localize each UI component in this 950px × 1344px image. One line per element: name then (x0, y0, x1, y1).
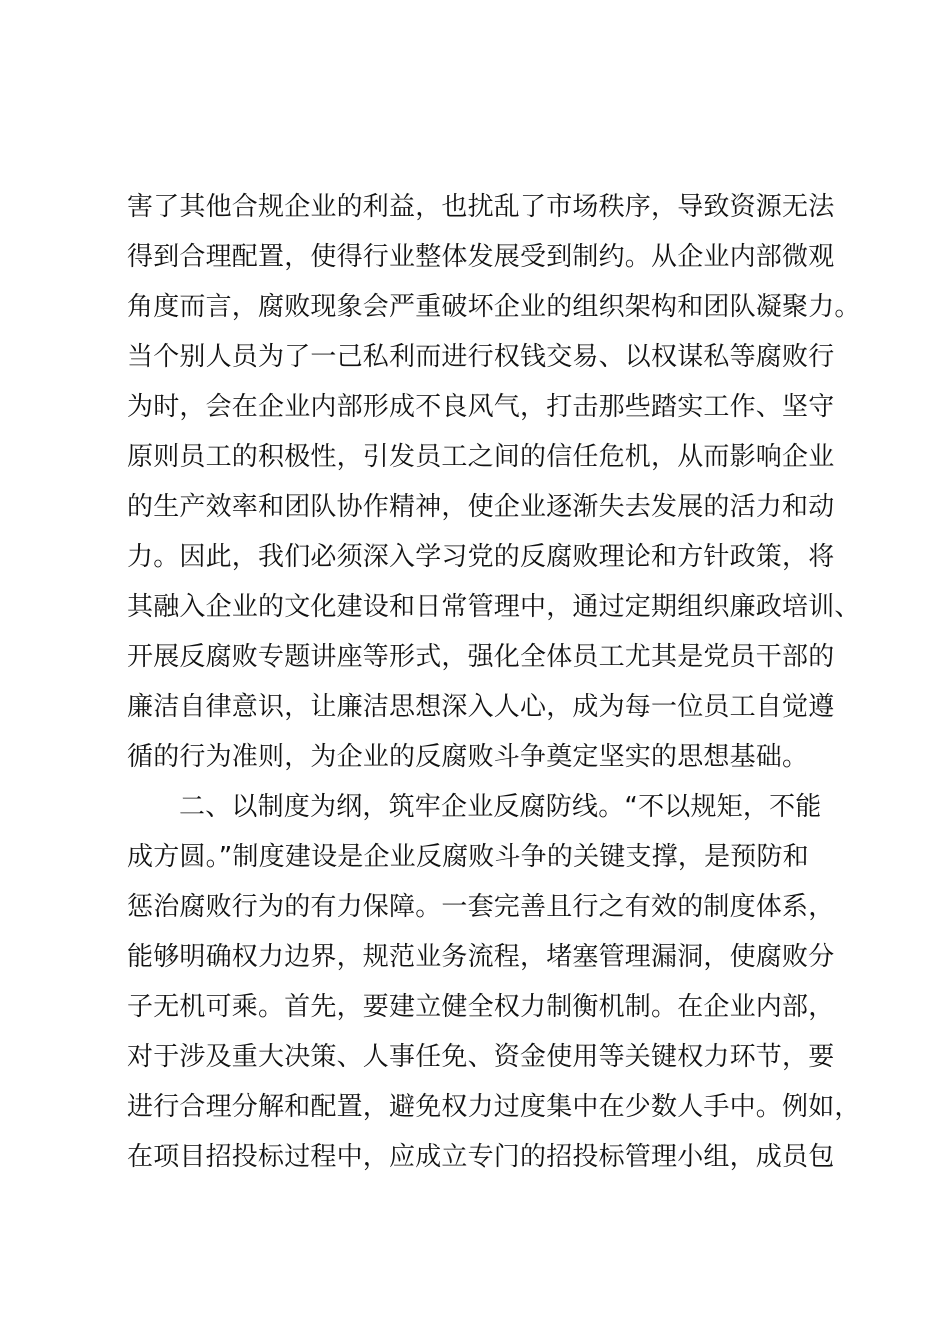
text-line: 原则员工的积极性，引发员工之间的信任危机，从而影响企业 (127, 442, 835, 472)
text-line: 为时，会在企业内部形成不良风气，打击那些踏实工作、坚守 (127, 392, 835, 422)
text-line: 当个别人员为了一己私利而进行权钱交易、以权谋私等腐败行 (127, 342, 835, 372)
text-line: 廉洁自律意识，让廉洁思想深入人心，成为每一位员工自觉遵 (127, 692, 835, 722)
document-body (127, 182, 867, 1182)
text-line: 开展反腐败专题讲座等形式，强化全体员工尤其是党员干部的 (127, 642, 835, 672)
text-line: 力。因此，我们必须深入学习党的反腐败理论和方针政策，将 (127, 542, 835, 572)
text-line: 害了其他合规企业的利益，也扰乱了市场秩序，导致资源无法 (127, 192, 835, 222)
text-line: 的生产效率和团队协作精神，使企业逐渐失去发展的活力和动 (127, 492, 835, 522)
text-line: 成方圆。”制度建设是企业反腐败斗争的关键支撑，是预防和 (127, 842, 809, 872)
text-line: 惩治腐败行为的有力保障。一套完善且行之有效的制度体系， (127, 892, 835, 922)
section-heading-line: 二、以制度为纲，筑牢企业反腐防线。“不以规矩，不能 (179, 792, 822, 822)
text-line: 对于涉及重大决策、人事任免、资金使用等关键权力环节，要 (127, 1042, 835, 1072)
text-line: 子无机可乘。首先，要建立健全权力制衡机制。在企业内部， (127, 992, 835, 1022)
text-line: 能够明确权力边界，规范业务流程，堵塞管理漏洞，使腐败分 (127, 942, 835, 972)
text-line: 其融入企业的文化建设和日常管理中，通过定期组织廉政培训、 (127, 592, 861, 622)
text-line: 进行合理分解和配置，避免权力过度集中在少数人手中。例如， (127, 1092, 861, 1122)
text-line: 得到合理配置，使得行业整体发展受到制约。从企业内部微观 (127, 242, 835, 272)
text-line: 角度而言，腐败现象会严重破坏企业的组织架构和团队凝聚力。 (127, 292, 861, 322)
text-line: 在项目招投标过程中，应成立专门的招投标管理小组，成员包 (127, 1142, 835, 1172)
text-line: 循的行为准则，为企业的反腐败斗争奠定坚实的思想基础。 (127, 742, 809, 772)
